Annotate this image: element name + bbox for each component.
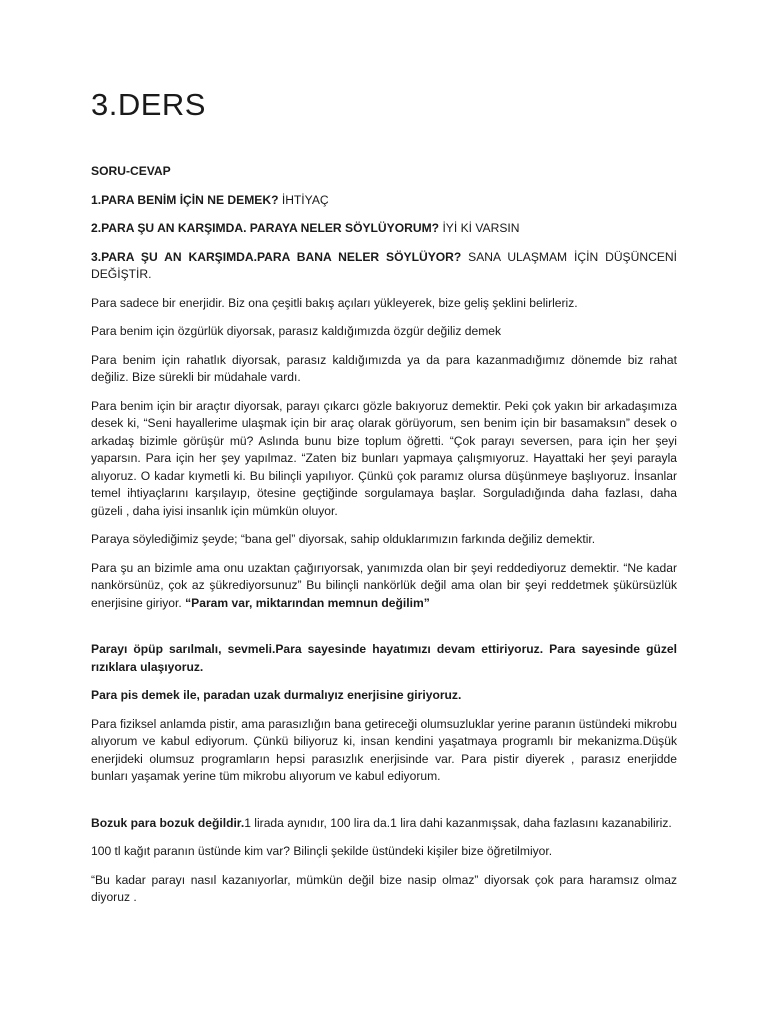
question-text: 3.PARA ŞU AN KARŞIMDA.PARA BANA NELER SÖYLÜYOR? (91, 249, 462, 264)
qa-item-3 (91, 249, 677, 284)
spacer (91, 797, 677, 815)
qa-item-2 (91, 220, 677, 238)
paragraph: Para sadece bir enerjidir. Biz ona çeşitli bakış açıları yükleyerek, bize geliş şeklini belirleriz. (91, 295, 578, 310)
paragraph: Para benim için bir araçtır diyorsak, parayı çıkarcı gözle bakıyoruz demektir. Peki çok yakın bir arkadaşımıza desek ki, “Seni hayallerime ulaşmak için bir araç olarak görüyorum, sen benim için bir basamaksın” desek o arkadaş bizimle görüşür mü? Aslında bunu bize toplum öğretti. “Çok parayı seversen, para için her şeyi yaparsın. Para için her şey yapılmaz. “Zaten biz bunları yapmaya çalışmıyoruz. Hayattaki her şeyi parayla alıyoruz. O kadar kıymetli ki. Bu bilinçli yapılıyor. Çünkü çok paramız olursa düşünmeye başlıyoruz. İnsanlar temel ihtiyaçlarını karşılayıp, ötesine geçtiğinde sorgulamaya başlar. Sorguladığında daha fazlası, daha güzeli , daha iyisi insanlık için mümkün oluyor. (91, 398, 677, 518)
answer-text: İYİ Kİ VARSIN (439, 221, 520, 236)
answer-text: SANA ULAŞMAM İÇİN DÜŞÜNCENİ DEĞİŞTİR. (91, 249, 677, 282)
paragraph: Para fiziksel anlamda pistir, ama parasızlığın bana getireceği olumsuzluklar yerine paranın üstündeki mikrobu alıyorum ve kabul ediyorum. Çünkü biliyoruz ki, insan kendini yaşatmaya programlı bir mekanizma.Düşük enerjideki olumsuz programların hepsi parasızlık enerjisinde var. Para pistir diyerek , parasız enerjidde bunları yaşamak yerine tüm mikrobu alıyorum ve kabul ediyorum. (91, 716, 677, 784)
bold-quote: “Param var, miktarından memnun değilim” (185, 595, 430, 610)
qa-item-1 (91, 192, 677, 210)
question-text: 2.PARA ŞU AN KARŞIMDA. PARAYA NELER SÖYLÜYORUM? (91, 221, 440, 236)
spacer (91, 623, 677, 641)
paragraph: 100 tl kağıt paranın üstünde kim var? Bilinçli şekilde üstündeki kişiler bize öğretilmiyor. (91, 844, 553, 859)
paragraph: Para benim için rahatlık diyorsak, parasız kaldığımızda ya da para kazanmadığımız dönemde biz rahat değiliz. Bize sürekli bir müdahale vardı. (91, 352, 677, 385)
bold-paragraph: Para pis demek ile, paradan uzak durmalıyız enerjisine giriyoruz. (91, 688, 462, 703)
bold-lead: Bozuk para bozuk değildir. (91, 815, 245, 830)
paragraph-text: Para şu an bizimle ama onu uzaktan çağırıyorsak, yanımızda olan bir şeyi reddediyoruz demektir. “Ne kadar nankörsünüz, çok az şükrediyorsunuz” Bu bilinçli nankörlük değil ama olan bir şeyi reddetmek şükürsüzlük enerjisine giriyor. (91, 560, 677, 610)
paragraph: Para benim için özgürlük diyorsak, parasız kaldığımızda özgür değiliz demek (91, 324, 502, 339)
question-text: 1.PARA BENİM İÇİN NE DEMEK? (91, 192, 279, 207)
paragraph: “Bu kadar parayı nasıl kazanıyorlar, mümkün değil bize nasip olmaz” diyorsak çok para haramsız olmaz diyoruz . (91, 872, 677, 905)
section-heading: SORU-CEVAP (91, 164, 171, 179)
paragraph (91, 815, 677, 833)
page-title: 3.DERS (91, 87, 206, 122)
answer-text: İHTİYAÇ (278, 192, 329, 207)
paragraph: Paraya söylediğimiz şeyde; “bana gel” diyorsak, sahip olduklarımızın farkında değiliz demektir. (91, 532, 596, 547)
paragraph-text: 1 lirada aynıdır, 100 lira da.1 lira dahi kazanmışsak, daha fazlasını kazanabiliriz. (244, 815, 672, 830)
paragraph (91, 560, 677, 613)
bold-paragraph: Parayı öpüp sarılmalı, sevmeli.Para sayesinde hayatımızı devam ettiriyoruz. Para sayesinde güzel rızıklara ulaşıyoruz. (91, 642, 677, 674)
